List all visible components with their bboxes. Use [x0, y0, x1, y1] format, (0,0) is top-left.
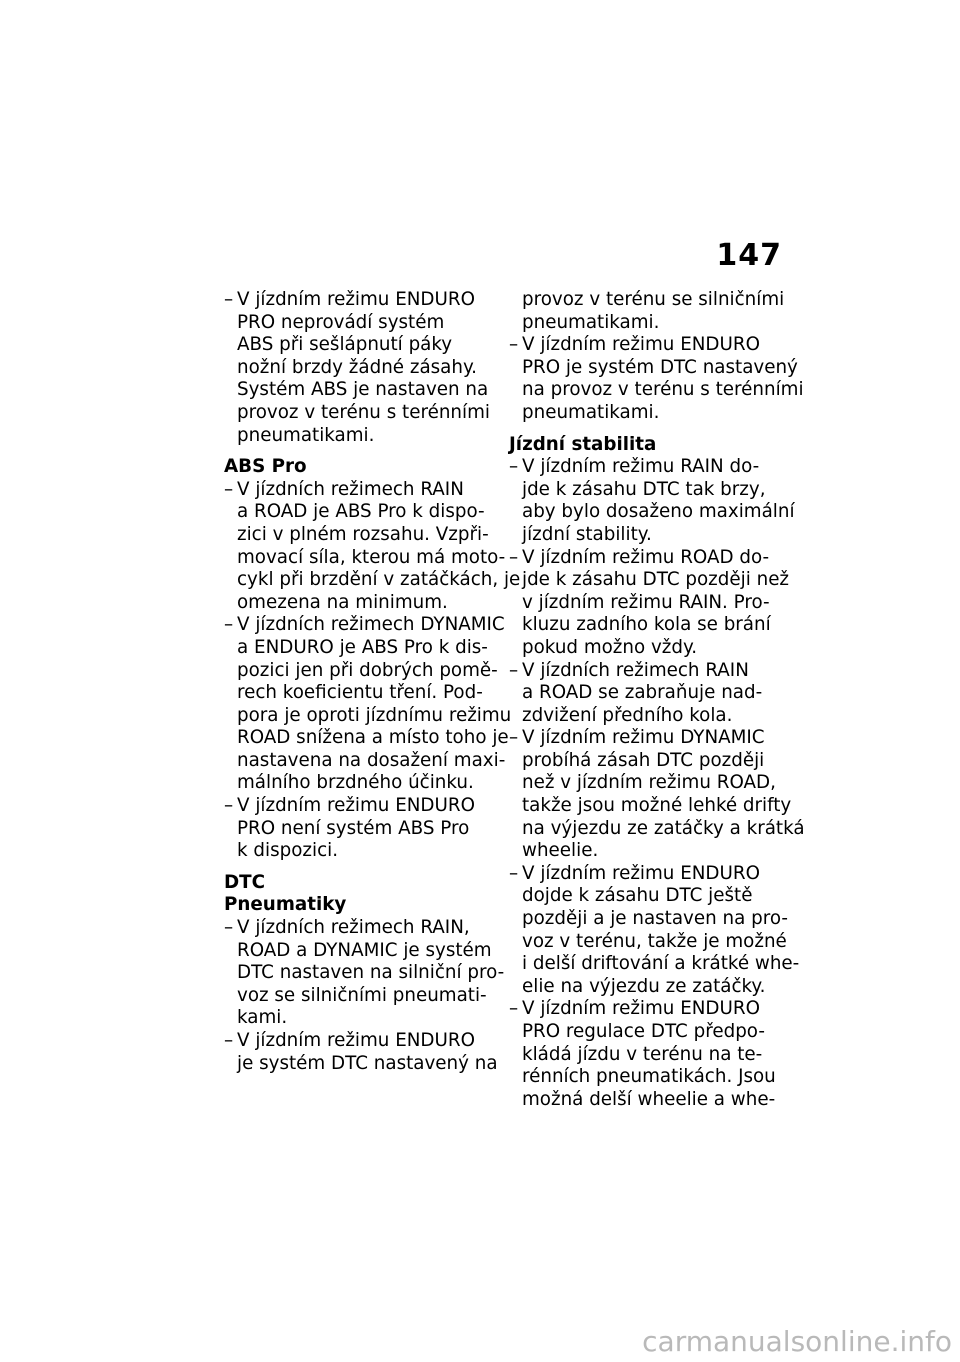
list-item: [224, 289, 499, 447]
text-line: než v jízdním režimu ROAD,: [522, 772, 776, 794]
left-column: [224, 289, 521, 1075]
text-line: pozici jen při dobrých pomě-: [237, 659, 498, 681]
text-line: na provoz v terénu s terénními: [522, 379, 804, 401]
text-line: elie na výjezdu ze zatáčky.: [522, 975, 766, 997]
list-item: [224, 614, 512, 795]
text-line: rénních pneumatikách. Jsou: [522, 1066, 776, 1088]
section-heading-jizdni-stabilita: Jízdní stabilita: [509, 433, 657, 455]
list-item: [509, 862, 800, 999]
text-line: možná delší wheelie a whe-: [522, 1088, 776, 1110]
bullet-dash: –: [509, 456, 519, 478]
text-line: V jízdním režimu RAIN do-: [522, 456, 760, 478]
text-line: V jízdním režimu ENDURO: [522, 862, 760, 884]
text-line: jde k zásahu DTC později než: [522, 569, 790, 591]
text-line: ABS při sešlápnutí páky: [237, 334, 453, 356]
text-line: nožní brzdy žádné zásahy.: [237, 356, 477, 378]
list-item: [509, 334, 804, 424]
text-line: jízdní stability.: [522, 523, 652, 545]
text-line: V jízdních režimech DYNAMIC: [237, 614, 505, 636]
text-line: kluzu zadního kola se brání: [522, 614, 771, 636]
list-item: [509, 456, 795, 546]
text-line: DTC nastaven na silniční pro-: [237, 962, 505, 984]
bullet-dash: –: [509, 998, 519, 1020]
text-line: V jízdním režimu ENDURO: [522, 998, 760, 1020]
text-line: takže jsou možné lehké drifty: [522, 795, 792, 817]
text-line: pneumatikami.: [237, 424, 375, 446]
list-item: [224, 795, 499, 863]
text-line: omezena na minimum.: [237, 591, 448, 613]
list-item: [224, 917, 505, 1030]
text-line: voz se silničními pneumati-: [237, 984, 487, 1006]
text-line: V jízdním režimu ENDURO: [237, 795, 475, 817]
bullet-dash: –: [224, 614, 234, 636]
bullet-dash: –: [509, 862, 519, 884]
bullet-dash: –: [509, 727, 519, 749]
text-line: PRO není systém ABS Pro: [237, 817, 470, 839]
text-line: kami.: [237, 1007, 288, 1029]
text-line: málního brzdného účinku.: [237, 772, 474, 794]
list-item: [224, 1030, 499, 1075]
list-item: [224, 478, 521, 615]
list-item: [509, 727, 805, 863]
text-line: i delší driftování a krátké whe-: [522, 953, 800, 975]
text-line: V jízdním režimu ENDURO: [237, 1030, 475, 1051]
text-line: kládá jízdu v terénu na te-: [522, 1043, 763, 1065]
text-line: V jízdním režimu ENDURO: [522, 334, 760, 356]
text-line: V jízdních režimech RAIN: [522, 659, 749, 681]
text-line: V jízdních režimech RAIN,: [237, 917, 470, 939]
text-line: wheelie.: [522, 840, 599, 862]
bullet-dash: –: [509, 334, 519, 356]
text-line: je systém DTC nastavený na: [237, 1052, 498, 1074]
text-line: provoz v terénu se silničními: [522, 289, 785, 310]
text-line: zdvižení předního kola.: [522, 704, 733, 726]
text-line: a ROAD je ABS Pro k dispo-: [237, 501, 485, 523]
continued-text: [509, 289, 789, 334]
text-line: dojde k zásahu DTC ještě: [522, 885, 753, 907]
text-line: V jízdních režimech RAIN: [237, 478, 464, 500]
text-line: ROAD a DYNAMIC je systém: [237, 939, 492, 961]
bullet-dash: –: [509, 659, 519, 681]
page-number: 147: [716, 238, 782, 273]
right-column: [509, 289, 805, 1111]
list-item: [509, 998, 789, 1111]
text-line: jde k zásahu DTC tak brzy,: [522, 478, 766, 500]
bullet-dash: –: [224, 917, 234, 939]
text-line: zici v plném rozsahu. Vzpři-: [237, 523, 489, 545]
text-line: provoz v terénu s terénními: [237, 401, 490, 423]
text-line: v jízdním režimu RAIN. Pro-: [522, 591, 770, 613]
text-line: a ENDURO je ABS Pro k dis-: [237, 636, 488, 658]
text-line: V jízdním režimu ENDURO: [237, 289, 475, 310]
bullet-dash: –: [509, 546, 519, 568]
list-item: [509, 547, 789, 660]
text-line: pneumatikami.: [522, 311, 660, 333]
text-line: Systém ABS je nastaven na: [237, 379, 489, 401]
text-line: ROAD snížena a místo toho je: [237, 727, 509, 749]
bullet-dash: –: [224, 289, 234, 310]
text-line: pora je oproti jízdnímu režimu: [237, 704, 512, 726]
bullet-dash: –: [224, 478, 234, 500]
text-line: V jízdním režimu DYNAMIC: [522, 727, 765, 749]
section-heading-dtc: DTC: [224, 871, 266, 893]
text-line: V jízdním režimu ROAD do-: [522, 546, 770, 568]
text-line: na výjezdu ze zatáčky a krátká: [522, 817, 805, 839]
text-line: PRO regulace DTC předpo-: [522, 1021, 765, 1042]
text-line: PRO neprovádí systém: [237, 311, 445, 333]
text-line: cykl při brzdění v zatáčkách, je: [237, 569, 521, 591]
subheading-pneumatiky: Pneumatiky: [224, 894, 347, 916]
bullet-dash: –: [224, 795, 234, 817]
watermark: carmanualsonline.info: [642, 1325, 952, 1358]
text-line: probíhá zásah DTC později: [522, 749, 765, 771]
text-line: aby bylo dosaženo maximální: [522, 501, 795, 523]
text-line: a ROAD se zabraňuje nad-: [522, 682, 763, 704]
text-line: rech koeficientu tření. Pod-: [237, 682, 483, 704]
list-item: [509, 660, 789, 728]
text-line: pokud možno vždy.: [522, 636, 698, 658]
text-line: později a je nastaven na pro-: [522, 908, 788, 930]
text-line: movací síla, kterou má moto-: [237, 546, 506, 568]
text-line: PRO je systém DTC nastavený: [522, 356, 798, 378]
text-line: k dispozici.: [237, 840, 339, 862]
text-line: pneumatikami.: [522, 401, 660, 423]
bullet-dash: –: [224, 1030, 234, 1051]
text-line: voz v terénu, takže je možné: [522, 930, 787, 952]
text-line: nastavena na dosažení maxi-: [237, 749, 506, 771]
section-heading-abs-pro: ABS Pro: [224, 456, 307, 478]
